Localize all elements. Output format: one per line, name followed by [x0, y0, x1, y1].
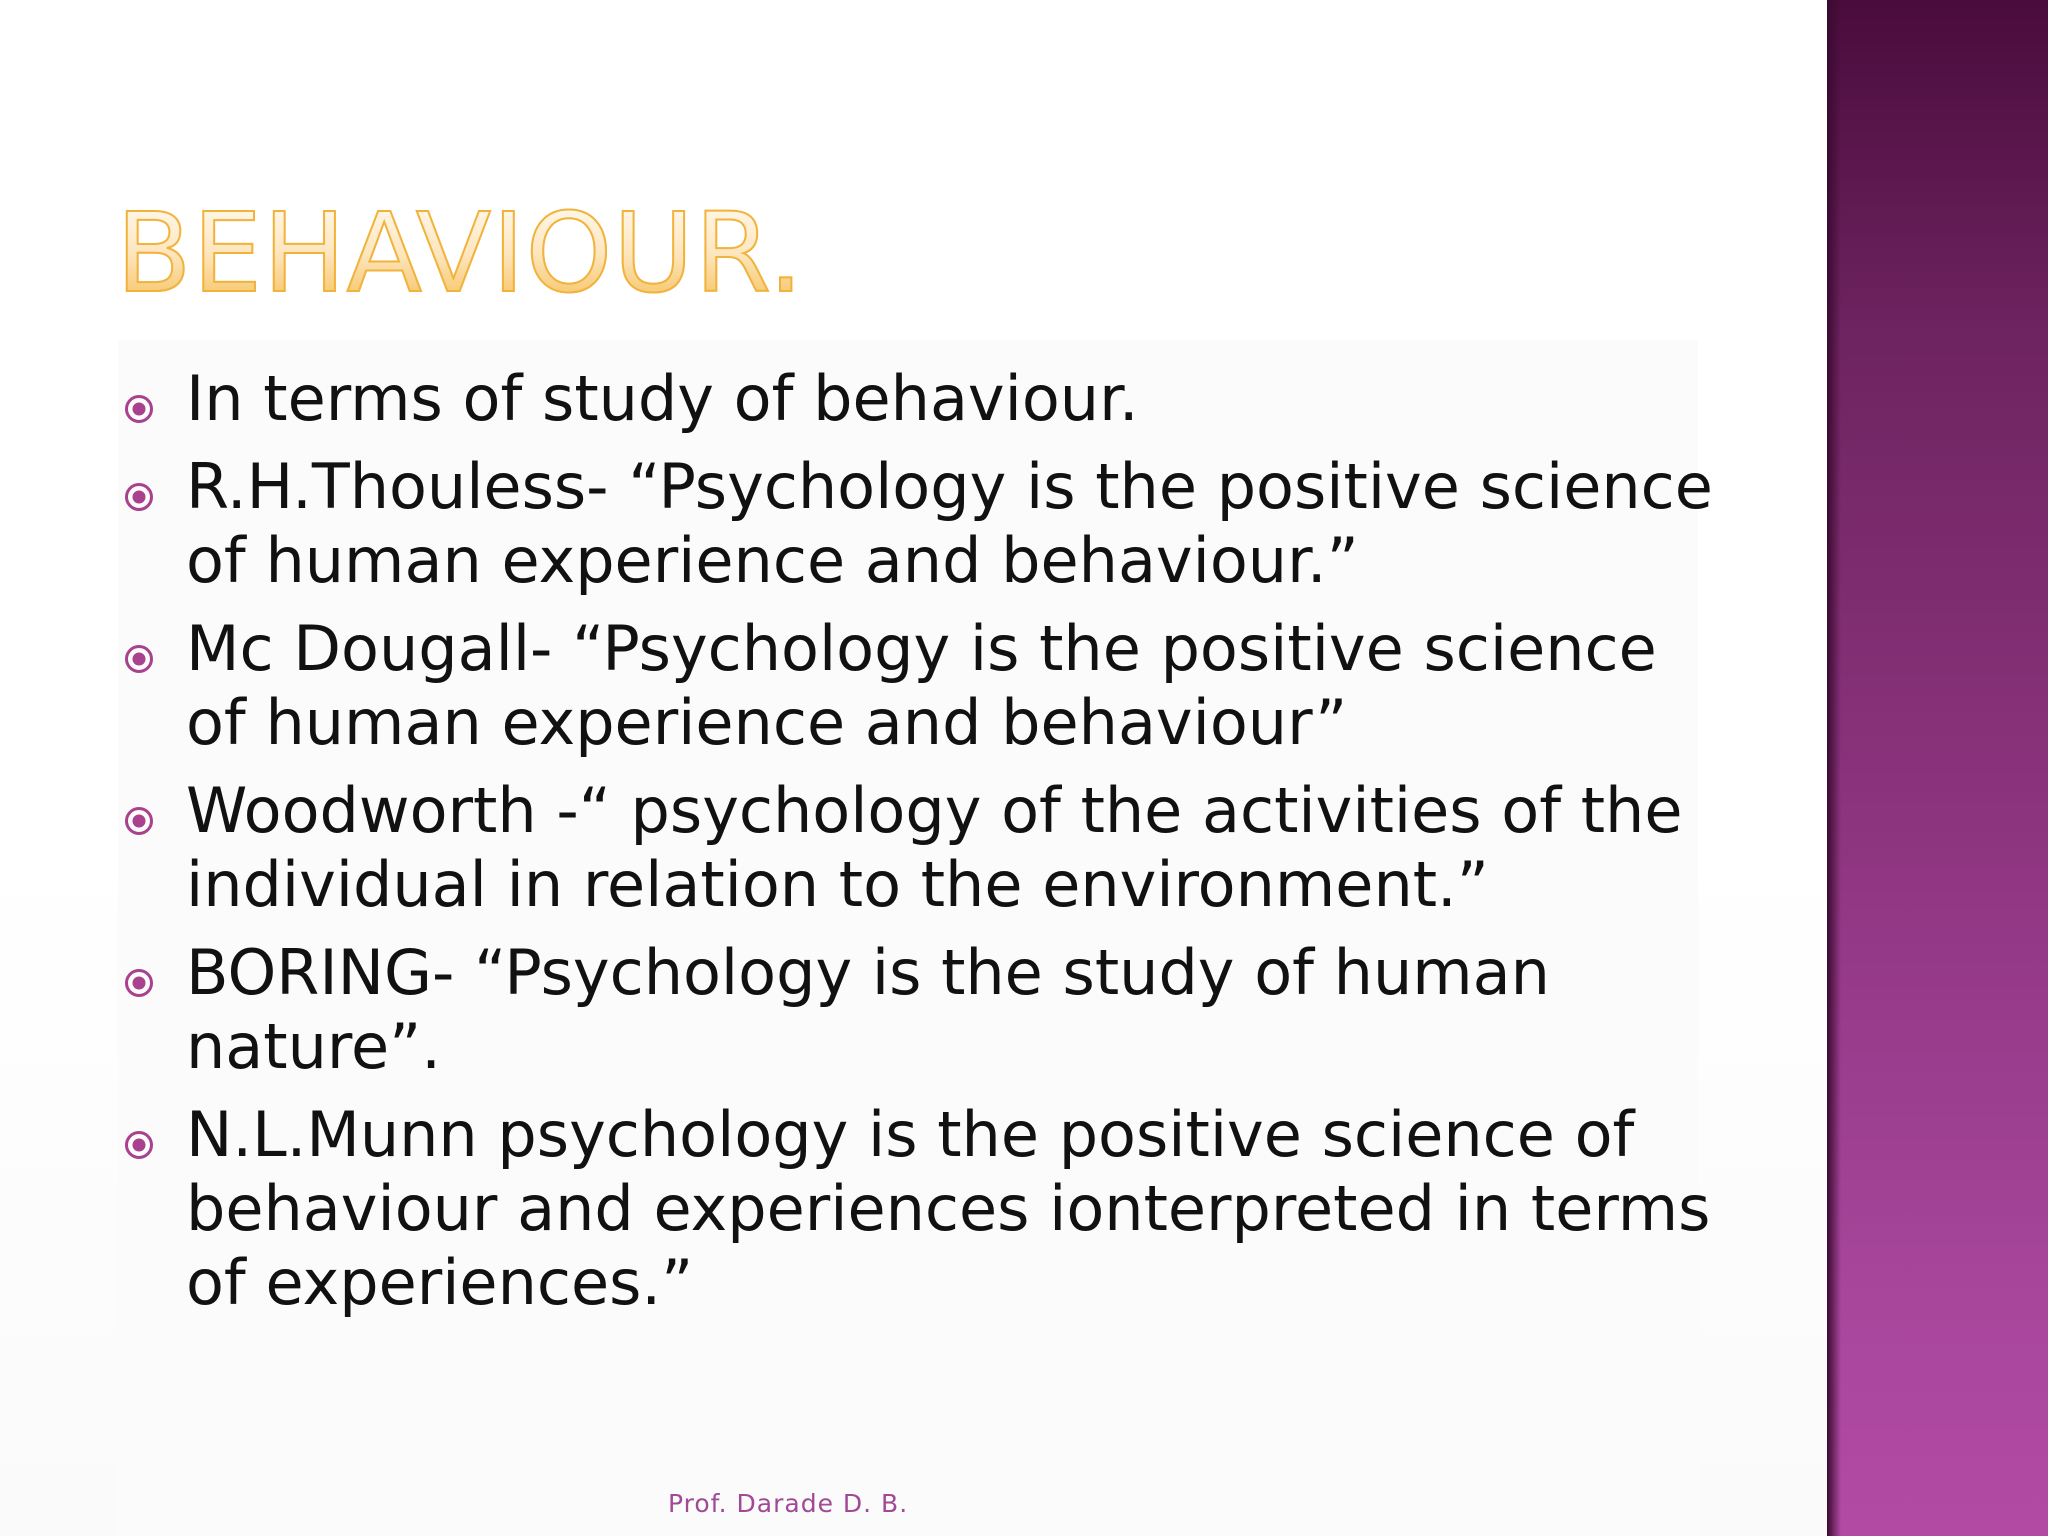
bullet-text: Mc Dougall- “Psychology is the positive science of human experience and behaviour” — [186, 612, 1657, 759]
bullet-text: In terms of study of behaviour. — [186, 362, 1139, 435]
circled-dot-bullet-icon — [124, 1130, 154, 1160]
footer-author: Prof. Darade D. B. — [668, 1489, 909, 1518]
circled-dot-bullet-icon — [124, 644, 154, 674]
bullet-item — [124, 612, 1724, 760]
bullet-item — [124, 362, 1724, 436]
bullet-item — [124, 1098, 1724, 1320]
side-band-edge — [1827, 0, 1841, 1536]
bullet-item — [124, 450, 1724, 598]
circled-dot-bullet-icon — [124, 394, 154, 424]
bullet-list — [124, 362, 1724, 1334]
bullet-text: N.L.Munn psychology is the positive science of behaviour and experiences ionterpreted in terms of experiences.” — [186, 1098, 1711, 1319]
circled-dot-bullet-icon — [124, 482, 154, 512]
bullet-text: R.H.Thouless- “Psychology is the positive science of human experience and behaviour.” — [186, 450, 1713, 597]
bullet-text: BORING- “Psychology is the study of human nature”. — [186, 936, 1550, 1083]
bullet-text: Woodworth -“ psychology of the activities of the individual in relation to the environment.” — [186, 774, 1683, 921]
slide-title: BEHAVIOUR. — [116, 189, 805, 317]
circled-dot-bullet-icon — [124, 968, 154, 998]
bullet-item — [124, 936, 1724, 1084]
decorative-side-band — [1827, 0, 2048, 1536]
bullet-item — [124, 774, 1724, 922]
circled-dot-bullet-icon — [124, 806, 154, 836]
